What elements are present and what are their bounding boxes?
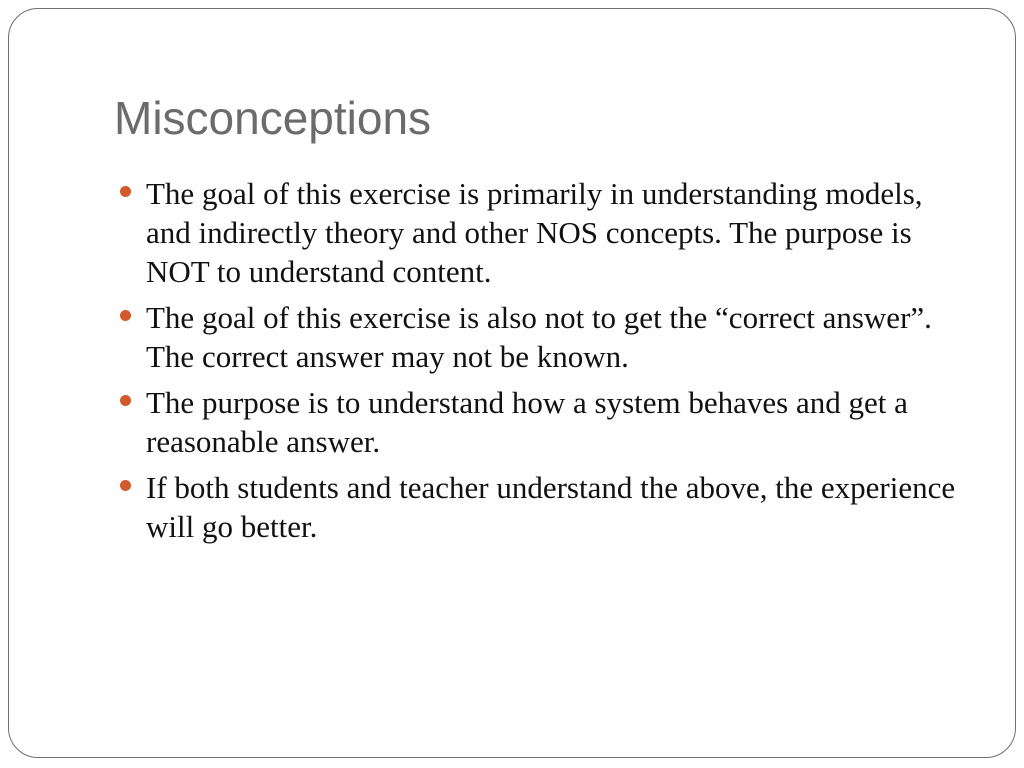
slide-frame	[8, 8, 1016, 758]
bullet-text: The purpose is to understand how a system behaves and get a reasonable answer.	[146, 385, 908, 459]
bullet-text: The goal of this exercise is primarily in understanding models, and indirectly theory and other NOS concepts. The purpose is NOT to understand content.	[146, 176, 923, 289]
slide-title: Misconceptions	[114, 92, 432, 144]
bullet-dot-icon	[120, 186, 131, 197]
bullet-item	[117, 468, 967, 546]
bullet-item	[117, 298, 967, 376]
bullet-dot-icon	[120, 310, 131, 321]
bullet-text: The goal of this exercise is also not to get the “correct answer”. The correct answer may not be known.	[146, 300, 932, 374]
bullet-item	[117, 174, 967, 291]
bullet-list	[117, 174, 967, 553]
bullet-text: If both students and teacher understand the above, the experience will go better.	[146, 470, 956, 544]
bullet-item	[117, 383, 967, 461]
bullet-dot-icon	[120, 395, 131, 406]
bullet-dot-icon	[120, 480, 131, 491]
